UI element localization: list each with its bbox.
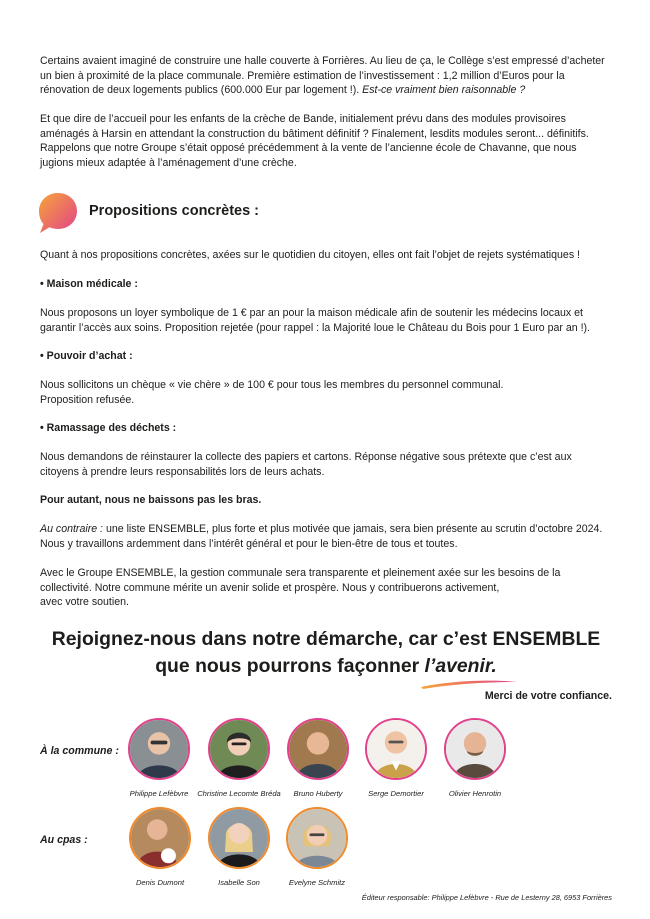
- intro-paragraph-1-question: Est-ce vraiment bien raisonnable ?: [362, 84, 526, 97]
- closing-text-end: avec votre soutien.: [40, 596, 129, 609]
- closing-text: Avec le Groupe ENSEMBLE, la gestion communale sera transparente et pleinement axée sur les besoins de la collectivité. Notre commune mérite un avenir solide et prospère. Nous y contribuerons activement,: [40, 567, 561, 594]
- intro-paragraph-1: [40, 54, 612, 98]
- contrary-text: une liste ENSEMBLE, plus forte et plus motivée que jamais, sera bien présente au scrutin d’octobre 2024. Nous y travaillons ardemment dans l’intérêt général et pour le bien-être de tous et toutes.: [40, 523, 603, 550]
- person-name: Bruno Huberty: [293, 789, 343, 798]
- person-name: Evelyne Schmitz: [288, 878, 346, 887]
- commune-label: À la commune :: [40, 745, 119, 757]
- section-header: [40, 192, 612, 234]
- person-name: Denis Dumont: [135, 878, 185, 887]
- person-card: [425, 718, 525, 798]
- swoosh-underline: [419, 679, 519, 689]
- cpas-label: Au cpas :: [40, 834, 88, 846]
- avatar: [128, 718, 190, 780]
- avatar: [208, 718, 270, 780]
- bold-statement: Pour autant, nous ne baissons pas les bras.: [40, 494, 262, 506]
- headline-line-2-text: que nous pourrons façonner: [155, 655, 425, 677]
- closing-paragraph: [40, 566, 588, 610]
- headline-line-2: [40, 653, 612, 680]
- person-name: Philippe Lefèbvre: [129, 789, 189, 798]
- avatar: [286, 807, 348, 869]
- person-card: [267, 807, 367, 887]
- item-heading-pouvoir-achat: • Pouvoir d’achat :: [40, 350, 133, 362]
- merci-text: Merci de votre confiance.: [484, 690, 612, 702]
- item-heading-dechets: • Ramassage des déchets :: [40, 422, 177, 434]
- avatar: [365, 718, 427, 780]
- contrary-lead: Au contraire :: [40, 523, 104, 535]
- item-body-dechets: Nous demandons de réinstaurer la collecte des papiers et cartons. Réponse négative sous prétexte que c’est aux citoyens à prendre leurs responsabilités lors de leurs achats.: [40, 451, 572, 478]
- intro-paragraph-1-text: Certains avaient imaginé de construire une halle couverte à Forrières. Au lieu de ça, le Collège s’est empressé d’acheter un bien à proximité de la place communale. Première estimation de l’investissement : 1,2 million d’Euros pour la rénovation de deux logements publics (600.000 Eur par logement !).: [40, 55, 605, 97]
- headline-avenir: l’avenir.: [424, 655, 497, 677]
- item-heading-maison-medicale: • Maison médicale :: [40, 278, 138, 290]
- editeur-responsable: Éditeur responsable: Philippe Lefèbvre - Rue de Lesterny 28, 6953 Forrières: [361, 893, 612, 902]
- headline-line-1: Rejoignez-nous dans notre démarche, car c’est ENSEMBLE: [51, 628, 601, 650]
- headline: [40, 626, 612, 680]
- avatar: [208, 807, 270, 869]
- contrary-paragraph: [40, 522, 612, 551]
- intro-paragraph-2: Et que dire de l’accueil pour les enfants de la crèche de Bande, initialement prévu dans des modules provisoires aménagés à Harsin en attendant la construction du bâtiment définitif ? Finalement, lesdits modules seront... définitifs. Rappelons que notre Groupe s’était opposé précédemment à la vente de l’ancienne école de Chavanne, que nous jugions mieux adaptée à l’aménagement d’une crèche.: [40, 113, 589, 169]
- avatar: [287, 718, 349, 780]
- person-name: Christine Lecomte Bréda: [197, 789, 281, 798]
- item-body-pouvoir-achat-result: Proposition refusée.: [40, 393, 135, 406]
- speech-bubble-icon: [38, 192, 78, 234]
- section-intro: Quant à nos propositions concrètes, axées sur le quotidien du citoyen, elles ont fait l’objet de rejets systématiques !: [40, 249, 580, 261]
- item-body-pouvoir-achat: Nous sollicitons un chèque « vie chère » de 100 € pour tous les membres du personnel communal.: [40, 379, 504, 391]
- person-name: Serge Demortier: [368, 789, 424, 798]
- person-name: Isabelle Son: [218, 878, 260, 887]
- avatar: [129, 807, 191, 869]
- avatar: [444, 718, 506, 780]
- person-name: Olivier Henrotin: [448, 789, 502, 798]
- item-body-maison-medicale: Nous proposons un loyer symbolique de 1 € par an pour la maison médicale afin de soutenir les médecins locaux et garantir l’accès aux soins. Proposition rejetée (pour rappel : la Majorité loue le Château du Bois pour 1 Euro par an !).: [40, 307, 591, 334]
- section-title: Propositions concrètes :: [89, 203, 260, 219]
